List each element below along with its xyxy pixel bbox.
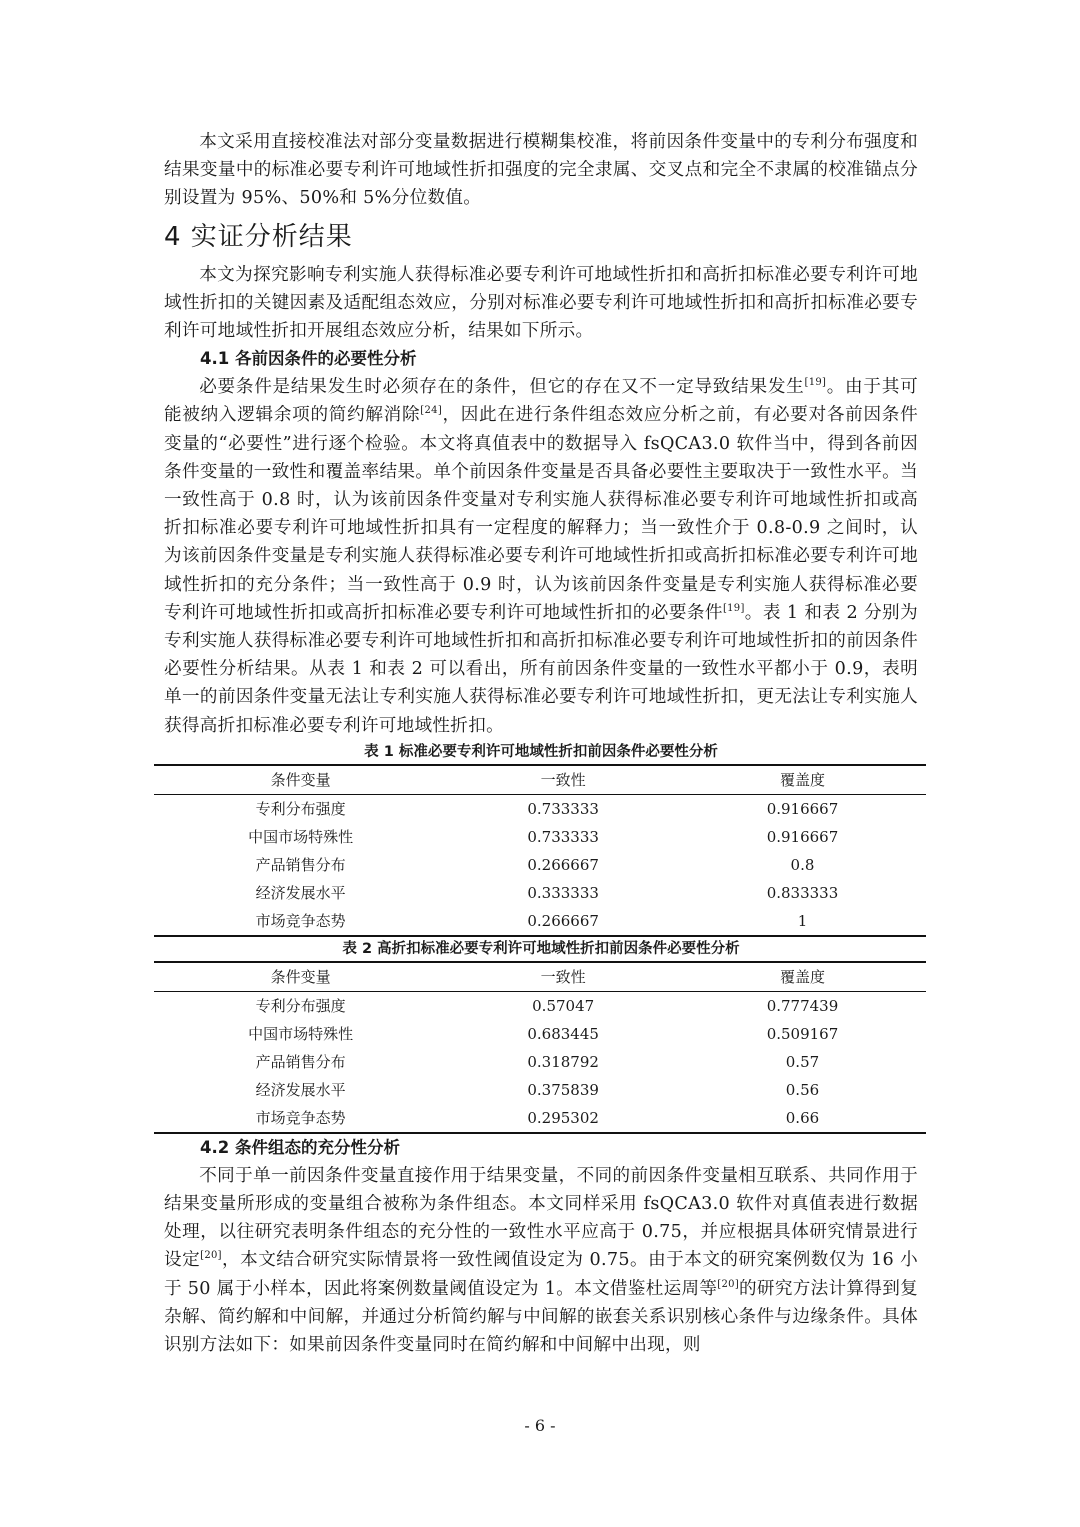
column-header: 条件变量 xyxy=(270,771,331,790)
column-header: 一致性 xyxy=(540,968,586,987)
table-1-caption: 表 1 标准必要专利许可地域性折扣前因条件必要性分析 xyxy=(364,743,718,760)
table-cell: 经济发展水平 xyxy=(255,884,346,903)
page-body xyxy=(164,128,918,1359)
citation: [20] xyxy=(717,1278,740,1290)
table-cell: 0.333333 xyxy=(527,883,599,902)
text-run: 必要条件是结果发生时必须存在的条件，但它的存在又不一定导致结果发生 xyxy=(199,377,805,398)
section-4-paragraph: 本文为探究影响专利实施人获得标准必要专利许可地域性折扣和高折扣标准必要专利许可地域性折扣的关键因素及适配组态效应，分别对标准必要专利许可地域性折扣和高折扣标准必要专利许可地域性折扣开展组态效应分析，结果如下所示。 xyxy=(164,264,918,342)
intro-paragraph: 本文采用直接校准法对部分变量数据进行模糊集校准，将前因条件变量中的专利分布强度和结果变量中的标准必要专利许可地域性折扣强度的完全隶属、交叉点和完全不隶属的校准锚点分别设置为 95%、50%和 5%分位数值。 xyxy=(164,132,918,209)
text-run: 不同于单一前因条件变量直接作用于结果变量，不同的前因条件变量相互联系、共同作用于结果变量所形成的变量组合被称为条件组态。本文同样采用 fsQCA3.0 软件对真值表进行数据处理，以往研究表明条件组态的充分性的一致性水平应高于 0.75，并应根据具体研究情景进行设定 xyxy=(164,1165,918,1271)
citation: [24] xyxy=(420,405,443,417)
table-cell: 0.683445 xyxy=(527,1024,599,1043)
table-cell: 市场竞争态势 xyxy=(255,1109,346,1128)
table-1 xyxy=(154,764,926,937)
table-cell: 中国市场特殊性 xyxy=(248,828,354,847)
column-header: 覆盖度 xyxy=(779,771,825,790)
table-row xyxy=(154,879,926,907)
table-cell: 0.916667 xyxy=(766,827,839,846)
table-cell: 0.833333 xyxy=(766,883,839,902)
table-cell: 0.733333 xyxy=(527,827,599,846)
table-cell: 0.509167 xyxy=(766,1024,839,1043)
citation: [20] xyxy=(200,1250,222,1262)
table-cell: 1 xyxy=(797,911,808,930)
table-cell: 0.266667 xyxy=(527,911,599,930)
table-cell: 产品销售分布 xyxy=(255,1053,346,1072)
table-header-row xyxy=(154,962,926,992)
table-cell: 0.266667 xyxy=(527,855,599,874)
column-header: 覆盖度 xyxy=(779,968,825,987)
text-run: 。由于其可能被纳入逻辑余项的简约解消除 xyxy=(164,377,918,426)
table-cell: 经济发展水平 xyxy=(255,1081,346,1100)
table-row xyxy=(154,991,926,1020)
table-row xyxy=(154,1048,926,1076)
table-cell: 产品销售分布 xyxy=(255,856,346,875)
table-row xyxy=(154,851,926,879)
table-cell: 0.318792 xyxy=(527,1052,599,1071)
table-cell: 市场竞争态势 xyxy=(255,912,346,931)
table-2 xyxy=(154,961,926,1134)
table-row xyxy=(154,1076,926,1104)
citation: [19] xyxy=(804,377,827,389)
table-cell: 0.733333 xyxy=(527,799,599,818)
table-cell: 专利分布强度 xyxy=(255,997,346,1016)
column-header: 条件变量 xyxy=(270,968,331,987)
table-row xyxy=(154,907,926,936)
section-4-1-paragraph xyxy=(164,373,918,740)
column-header: 一致性 xyxy=(540,771,586,790)
table-cell: 专利分布强度 xyxy=(255,800,346,819)
table-row xyxy=(154,1104,926,1133)
section-4-heading: 4 实证分析结果 xyxy=(164,221,353,252)
table-cell: 0.56 xyxy=(785,1080,820,1099)
table-cell: 0.295302 xyxy=(527,1108,599,1127)
table-cell: 0.916667 xyxy=(766,799,839,818)
table-row xyxy=(154,1020,926,1048)
text-run: 的研究方法计算得到复杂解、简约解和中间解，并通过分析简约解与中间解的嵌套关系识别核心条件与边缘条件。具体识别方法如下：如果前因条件变量同时在简约解和中间解中出现，则 xyxy=(164,1278,918,1356)
section-4-1-heading: 4.1 各前因条件的必要性分析 xyxy=(200,349,417,369)
table-row xyxy=(154,794,926,823)
text-run: ，因此在进行条件组态效应分析之前，有必要对各前因条件变量的“必要性”进行逐个检验。本文将真值表中的数据导入 fsQCA3.0 软件当中，得到各前因条件变量的一致性和覆盖率结果。单个前因条件变量是否具备必要性主要取决于一致性水平。当一致性高于 0.8 时，认为该前因条件变量对专利实施人获得标准必要专利许可地域性折扣或高折扣标准必要专利许可地域性折扣具有一定程度的解释力；当一致性介于 0.8-0.9 之间时，认为该前因条件变量是专利实施人获得标准必要专利许可地域性折扣或高折扣标准必要专利许可地域性折扣的充分条件；当一致性高于 0.9 时，认为该前因条件变量是专利实施人获得标准必要专利许可地域性折扣或高折扣标准必要专利许可地域性折扣的必要条件 xyxy=(164,405,918,623)
section-4-2-heading: 4.2 条件组态的充分性分析 xyxy=(200,1137,400,1157)
citation: [19] xyxy=(722,602,745,614)
table-row xyxy=(154,823,926,851)
text-run: 。表 1 和表 2 分别为专利实施人获得标准必要专利许可地域性折扣和高折扣标准必要专利许可地域性折扣的前因条件必要性分析结果。从表 1 和表 2 可以看出，所有前因条件变量的一致性水平都小于 0.9，表明单一的前因条件变量无法让专利实施人获得标准必要专利许可地域性折扣，更无法让专利实施人获得高折扣标准必要专利许可地域性折扣。 xyxy=(164,602,918,736)
page-number: - 6 - xyxy=(524,1416,556,1435)
table-cell: 中国市场特殊性 xyxy=(248,1025,354,1044)
table-cell: 0.777439 xyxy=(766,996,839,1015)
table-cell: 0.375839 xyxy=(527,1080,599,1099)
table-cell: 0.66 xyxy=(785,1108,820,1127)
section-4-2-paragraph xyxy=(164,1162,918,1359)
text-run: ，本文结合研究实际情景将一致性阈值设定为 0.75。由于本文的研究案例数仅为 16 小于 50 属于小样本，因此将案例数量阈值设定为 1。本文借鉴杜运周等 xyxy=(164,1250,918,1299)
table-cell: 0.57 xyxy=(785,1052,820,1071)
table-cell: 0.8 xyxy=(790,855,815,874)
table-2-caption: 表 2 高折扣标准必要专利许可地域性折扣前因条件必要性分析 xyxy=(342,940,740,957)
table-header-row xyxy=(154,765,926,795)
table-cell: 0.57047 xyxy=(532,996,595,1015)
